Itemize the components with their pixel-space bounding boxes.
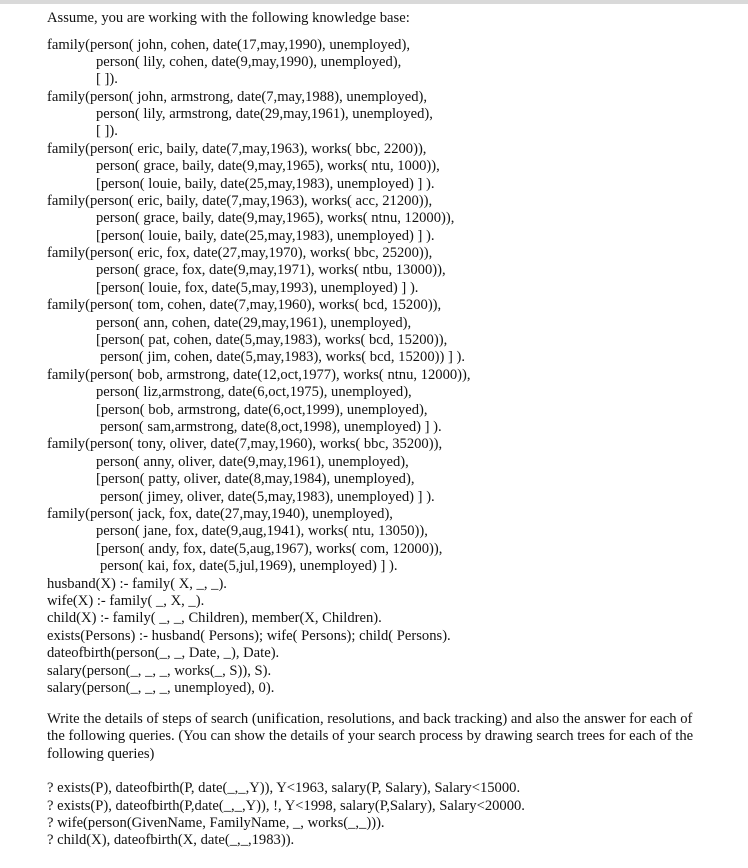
rule-line: child(X) :- family( _, _, Children), member(X, Children).	[47, 610, 382, 626]
kb-line: [person( patty, oliver, date(8,may,1984), unemployed),	[96, 471, 415, 487]
kb-line: [person( bob, armstrong, date(6,oct,1999), unemployed),	[96, 402, 428, 418]
rule-line: salary(person(_, _, _, unemployed), 0).	[47, 680, 275, 696]
intro-text: Assume, you are working with the following knowledge base:	[47, 10, 410, 26]
kb-line: [ ]).	[96, 71, 118, 87]
kb-line: person( anny, oliver, date(9,may,1961), unemployed),	[96, 454, 409, 470]
rule-line: husband(X) :- family( X, _, _).	[47, 576, 227, 592]
kb-line: person( jim, cohen, date(5,may,1983), works( bcd, 15200)) ] ).	[100, 349, 466, 365]
kb-line: [person( pat, cohen, date(5,may,1983), works( bcd, 15200)),	[96, 332, 448, 348]
kb-line: family(person( tom, cohen, date(7,may,1960), works( bcd, 15200)),	[47, 297, 442, 313]
rule-line: exists(Persons) :- husband( Persons); wife( Persons); child( Persons).	[47, 628, 451, 644]
kb-line: [person( louie, baily, date(25,may,1983), unemployed) ] ).	[96, 176, 435, 192]
kb-line: person( jane, fox, date(9,aug,1941), works( ntu, 13050)),	[96, 523, 428, 539]
kb-line: person( grace, baily, date(9,may,1965), works( ntnu, 12000)),	[96, 210, 455, 226]
instructions-paragraph: Write the details of steps of search (unification, resolutions, and back tracking) and also the answer for each of the following queries. (You can show the details of your search process by drawing search trees for each of the following queries)	[47, 711, 694, 762]
kb-line: [person( andy, fox, date(5,aug,1967), works( com, 12000)),	[96, 541, 443, 557]
kb-line: family(person( john, cohen, date(17,may,1990), unemployed),	[47, 37, 410, 53]
query-line: ? exists(P), dateofbirth(P, date(_,_,Y)), Y<1963, salary(P, Salary), Salary<15000.	[47, 780, 521, 796]
kb-line: person( grace, baily, date(9,may,1965), works( ntu, 1000)),	[96, 158, 440, 174]
rule-line: wife(X) :- family( _, X, _).	[47, 593, 205, 609]
kb-line: person( ann, cohen, date(29,may,1961), unemployed),	[96, 315, 412, 331]
kb-line: person( lily, cohen, date(9,may,1990), unemployed),	[96, 54, 402, 70]
kb-line: family(person( tony, oliver, date(7,may,1960), works( bbc, 35200)),	[47, 436, 443, 452]
kb-line: family(person( eric, baily, date(7,may,1963), works( acc, 21200)),	[47, 193, 433, 209]
kb-line: person( jimey, oliver, date(5,may,1983), unemployed) ] ).	[100, 489, 435, 505]
kb-line: person( kai, fox, date(5,jul,1969), unemployed) ] ).	[100, 558, 398, 574]
kb-line: family(person( jack, fox, date(27,may,1940), unemployed),	[47, 506, 393, 522]
kb-line: family(person( eric, baily, date(7,may,1963), works( bbc, 2200)),	[47, 141, 427, 157]
kb-line: person( lily, armstrong, date(29,may,1961), unemployed),	[96, 106, 433, 122]
query-line: ? exists(P), dateofbirth(P,date(_,_,Y)), !, Y<1998, salary(P,Salary), Salary<20000.	[47, 798, 525, 814]
kb-line: family(person( eric, fox, date(27,may,1970), works( bbc, 25200)),	[47, 245, 433, 261]
kb-line: family(person( john, armstrong, date(7,may,1988), unemployed),	[47, 89, 428, 105]
kb-line: [person( louie, fox, date(5,may,1993), unemployed) ] ).	[96, 280, 419, 296]
document-body	[0, 4, 748, 848]
query-line: ? child(X), dateofbirth(X, date(_,_,1983)).	[47, 832, 295, 848]
kb-line: person( grace, fox, date(9,may,1971), works( ntbu, 13000)),	[96, 262, 446, 278]
kb-line: person( sam,armstrong, date(8,oct,1998), unemployed) ] ).	[100, 419, 442, 435]
kb-line: [person( louie, baily, date(25,may,1983), unemployed) ] ).	[96, 228, 435, 244]
kb-line: [ ]).	[96, 123, 118, 139]
kb-line: family(person( bob, armstrong, date(12,oct,1977), works( ntnu, 12000)),	[47, 367, 471, 383]
rule-line: dateofbirth(person(_, _, Date, _), Date).	[47, 645, 280, 661]
query-line: ? wife(person(GivenName, FamilyName, _, works(_,_))).	[47, 815, 385, 831]
rule-line: salary(person(_, _, _, works(_, S)), S).	[47, 663, 272, 679]
kb-line: person( liz,armstrong, date(6,oct,1975), unemployed),	[96, 384, 412, 400]
